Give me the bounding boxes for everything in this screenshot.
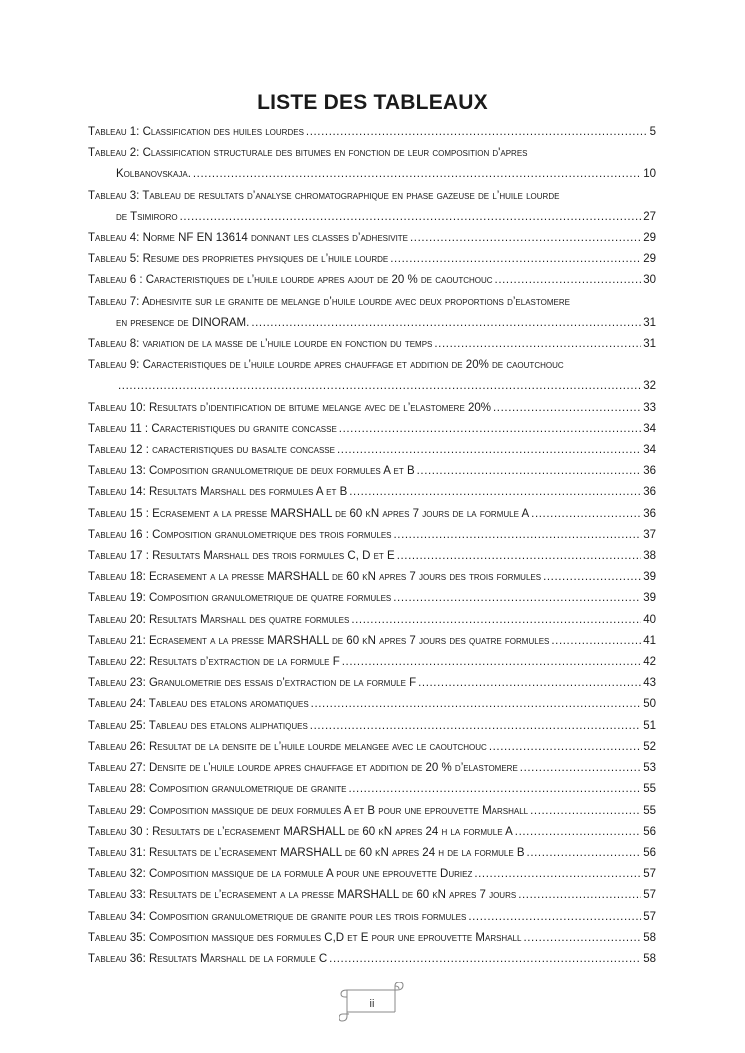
- toc-entry[interactable]: [88, 779, 656, 800]
- toc-entry[interactable]: [88, 249, 656, 270]
- toc-entry-text: Tableau 26: Resultat de la densite de l’huile lourde melangee avec le caoutchouc: [88, 740, 487, 753]
- toc-entry-text: Tableau 13: Composition granulometrique de deux formules A et B: [88, 465, 415, 478]
- toc-entry-page: 56: [643, 825, 656, 838]
- toc-entry[interactable]: [88, 419, 656, 440]
- toc-entry-text: Tableau 28: Composition granulometrique de granite: [88, 783, 347, 796]
- toc-entry-page: 36: [643, 465, 656, 478]
- dot-leader: [518, 885, 641, 906]
- toc-entry-page: 33: [643, 401, 656, 414]
- toc-entry-text: Tableau 36: Resultats Marshall de la formule C: [88, 952, 328, 965]
- toc-entry-text: Tableau 22: Resultats d’extraction de la formule F: [88, 656, 340, 669]
- dot-leader: [342, 652, 641, 673]
- toc-entry-page: 56: [643, 846, 656, 859]
- toc-entry[interactable]: [88, 482, 656, 503]
- toc-entry-text: Tableau 7: Adhesivite sur le granite de melange d’huile lourde avec deux proportions d’elastomere: [88, 295, 570, 308]
- toc-entry[interactable]: [88, 546, 656, 567]
- dot-leader: [329, 949, 641, 970]
- toc-entry-text: Tableau 23: Granulometrie des essais d’extraction de la formule F: [88, 677, 417, 690]
- dot-leader: [349, 482, 641, 503]
- toc-entry-page: 31: [643, 338, 656, 351]
- toc-entry-page: 5: [649, 126, 656, 138]
- toc-entry-text: Tableau 12 : caracteristiques du basalte concasse: [88, 444, 335, 457]
- toc-entry[interactable]: [88, 631, 656, 652]
- dot-leader: [523, 928, 641, 949]
- toc-entry-text: Tableau 5: Resume des proprietes physiques de l’huile lourde: [88, 253, 389, 266]
- dot-leader: [551, 631, 641, 652]
- toc-entry-page: 41: [643, 634, 656, 647]
- toc-entry-text: Tableau 6 : Caracteristiques de l’huile lourde apres ajout de 20 % de caoutchouc: [88, 274, 493, 287]
- toc-entry[interactable]: [88, 801, 656, 822]
- dot-leader: [311, 694, 642, 715]
- toc-entry[interactable]: [88, 143, 656, 185]
- dot-leader: [337, 440, 641, 461]
- toc-entry-page: 39: [643, 592, 656, 605]
- toc-entry[interactable]: [88, 652, 656, 673]
- dot-leader: [310, 716, 641, 737]
- dot-leader: [394, 525, 642, 546]
- toc-entry-text: en presence de DINORAM.: [116, 316, 250, 329]
- toc-entry-text: Kolbanovskaja.: [116, 168, 191, 181]
- toc-entry[interactable]: [88, 822, 656, 843]
- toc-entry[interactable]: [88, 186, 656, 228]
- toc-entry[interactable]: [88, 885, 656, 906]
- toc-entry-text: Tableau 11 : Caracteristiques du granite concasse: [88, 422, 337, 435]
- dot-leader: [493, 398, 641, 419]
- dot-leader: [397, 546, 642, 567]
- dot-leader: [306, 122, 648, 143]
- table-list: [88, 122, 656, 970]
- toc-entry-page: 31: [643, 316, 656, 329]
- toc-entry[interactable]: [88, 694, 656, 715]
- toc-entry[interactable]: [88, 758, 656, 779]
- dot-leader: [520, 758, 641, 779]
- dot-leader: [351, 610, 641, 631]
- toc-entry-text: Tableau 19: Composition granulometrique de quatre formules: [88, 592, 392, 605]
- toc-entry-page: 39: [643, 571, 656, 584]
- toc-entry-text: Tableau 18: Ecrasement a la presse MARSHALL de 60 kN apres 7 jours des trois formules: [88, 571, 542, 584]
- toc-entry-page: 36: [643, 507, 656, 520]
- toc-entry[interactable]: [88, 907, 656, 928]
- toc-entry-page: 57: [643, 868, 656, 881]
- dot-leader: [393, 588, 641, 609]
- toc-entry-page: 58: [643, 952, 656, 965]
- dot-leader: [489, 737, 641, 758]
- toc-entry-text: Tableau 31: Resultats de l’ecrasement MARSHALL de 60 kN apres 24 h de la formule B: [88, 846, 525, 859]
- toc-entry-page: 30: [643, 274, 656, 287]
- toc-entry[interactable]: [88, 716, 656, 737]
- toc-entry[interactable]: [88, 355, 656, 397]
- toc-entry-page: 29: [643, 232, 656, 245]
- toc-entry-text: Tableau 27: Densite de l’huile lourde apres chauffage et addition de 20 % d’elastomere: [88, 762, 518, 775]
- dot-leader: [527, 843, 642, 864]
- toc-entry-text: Tableau 33: Resultats de l’ecrasement a la presse MARSHALL de 60 kN apres 7 jours: [88, 889, 517, 902]
- dot-leader: [193, 164, 641, 185]
- toc-entry[interactable]: [88, 334, 656, 355]
- dot-leader: [410, 228, 641, 249]
- toc-entry-page: 42: [643, 656, 656, 669]
- toc-entry-page: 57: [643, 910, 656, 923]
- dot-leader: [434, 334, 641, 355]
- toc-entry[interactable]: [88, 292, 656, 334]
- toc-entry-text: Tableau 17 : Resultats Marshall des trois formules C, D et E: [88, 550, 395, 563]
- toc-entry-page: 55: [643, 804, 656, 817]
- toc-entry-page: 10: [643, 168, 656, 181]
- toc-entry[interactable]: [88, 843, 656, 864]
- toc-entry-page: 32: [643, 380, 656, 393]
- toc-entry[interactable]: [88, 228, 656, 249]
- dot-leader: [417, 461, 642, 482]
- toc-entry-page: 36: [643, 486, 656, 499]
- toc-entry[interactable]: [88, 122, 656, 143]
- toc-entry-page: 37: [643, 528, 656, 541]
- toc-entry-page: 27: [643, 210, 656, 223]
- dot-leader: [118, 376, 641, 397]
- toc-entry-page: 55: [643, 783, 656, 796]
- toc-entry-text: Tableau 35: Composition massique des formules C,D et E pour une eprouvette Marshall: [88, 931, 522, 944]
- toc-entry[interactable]: [88, 673, 656, 694]
- toc-entry-text: de Tsimiroro: [116, 210, 178, 223]
- toc-entry-page: 29: [643, 253, 656, 266]
- page-number: ii: [369, 998, 375, 1010]
- dot-leader: [531, 504, 641, 525]
- toc-entry-text: Tableau 29: Composition massique de deux formules A et B pour une eprouvette Marshall: [88, 804, 529, 817]
- dot-leader: [495, 270, 642, 291]
- toc-entry-text: Tableau 3: Tableau de resultats d’analyse chromatographique en phase gazeuse de l’huile lourde: [88, 189, 560, 202]
- toc-entry-page: 53: [643, 762, 656, 775]
- toc-entry-page: 52: [643, 740, 656, 753]
- toc-entry[interactable]: [88, 588, 656, 609]
- toc-entry-page: 40: [643, 613, 656, 626]
- toc-entry-text: Tableau 21: Ecrasement a la presse MARSHALL de 60 kN apres 7 jours des quatre formules: [88, 634, 550, 647]
- toc-entry-text: Tableau 1: Classification des huiles lourdes: [88, 126, 304, 138]
- toc-entry[interactable]: [88, 610, 656, 631]
- toc-entry-page: 34: [643, 444, 656, 457]
- toc-entry[interactable]: [88, 567, 656, 588]
- dot-leader: [543, 567, 641, 588]
- toc-entry-page: 51: [643, 719, 656, 732]
- toc-entry[interactable]: [88, 504, 656, 525]
- toc-entry-page: 50: [643, 698, 656, 711]
- toc-entry-text: Tableau 4: Norme NF EN 13614 donnant les classes d’adhesivite: [88, 232, 409, 245]
- dot-leader: [530, 801, 641, 822]
- toc-entry[interactable]: [88, 461, 656, 482]
- toc-entry-text: Tableau 25: Tableau des etalons aliphatiques: [88, 719, 308, 732]
- toc-entry[interactable]: [88, 525, 656, 546]
- dot-leader: [474, 864, 641, 885]
- page-title: LISTE DES TABLEAUX: [257, 91, 488, 114]
- toc-entry[interactable]: [88, 440, 656, 461]
- toc-entry-page: 58: [643, 931, 656, 944]
- toc-entry-text: Tableau 15 : Ecrasement a la presse MARSHALL de 60 kN apres 7 jours de la formule A: [88, 507, 530, 520]
- toc-entry-text: Tableau 16 : Composition granulometrique des trois formules: [88, 528, 392, 541]
- dot-leader: [348, 779, 641, 800]
- toc-entry-page: 43: [643, 677, 656, 690]
- toc-entry-page: 38: [643, 550, 656, 563]
- dot-leader: [180, 207, 642, 228]
- toc-entry-text: Tableau 8: variation de la masse de l’huile lourde en fonction du temps: [88, 338, 433, 351]
- toc-entry-text: Tableau 34: Composition granulometrique de granite pour les trois formules: [88, 910, 467, 923]
- toc-entry-text: Tableau 10: Resultats d’identification de bitume melange avec de l’elastomere 20%: [88, 401, 492, 414]
- toc-entry-page: 57: [643, 889, 656, 902]
- toc-entry[interactable]: [88, 928, 656, 949]
- toc-entry[interactable]: [88, 270, 656, 291]
- toc-entry-text: Tableau 30 : Resultats de l’ecrasement MARSHALL de 60 kN apres 24 h la formule A: [88, 825, 513, 838]
- toc-entry-text: Tableau 24: Tableau des etalons aromatiques: [88, 698, 309, 711]
- dot-leader: [339, 419, 641, 440]
- dot-leader: [468, 907, 641, 928]
- dot-leader: [251, 313, 641, 334]
- toc-entry[interactable]: [88, 864, 656, 885]
- toc-entry-text: Tableau 32: Composition massique de la formule A pour une eprouvette Duriez: [88, 868, 473, 881]
- dot-leader: [418, 673, 641, 694]
- toc-entry-text: Tableau 14: Resultats Marshall des formules A et B: [88, 486, 348, 499]
- toc-entry-text: Tableau 2: Classification structurale des bitumes en fonction de leur composition d'apres: [88, 147, 528, 160]
- toc-entry[interactable]: [88, 737, 656, 758]
- toc-entry-page: 34: [643, 422, 656, 435]
- toc-entry-text: Tableau 9: Caracteristiques de l’huile lourde apres chauffage et addition de 20% de caoutchouc: [88, 359, 564, 372]
- dot-leader: [515, 822, 641, 843]
- toc-entry-text: Tableau 20: Resultats Marshall des quatre formules: [88, 613, 350, 626]
- dot-leader: [390, 249, 641, 270]
- toc-entry[interactable]: [88, 949, 656, 970]
- toc-entry[interactable]: [88, 398, 656, 419]
